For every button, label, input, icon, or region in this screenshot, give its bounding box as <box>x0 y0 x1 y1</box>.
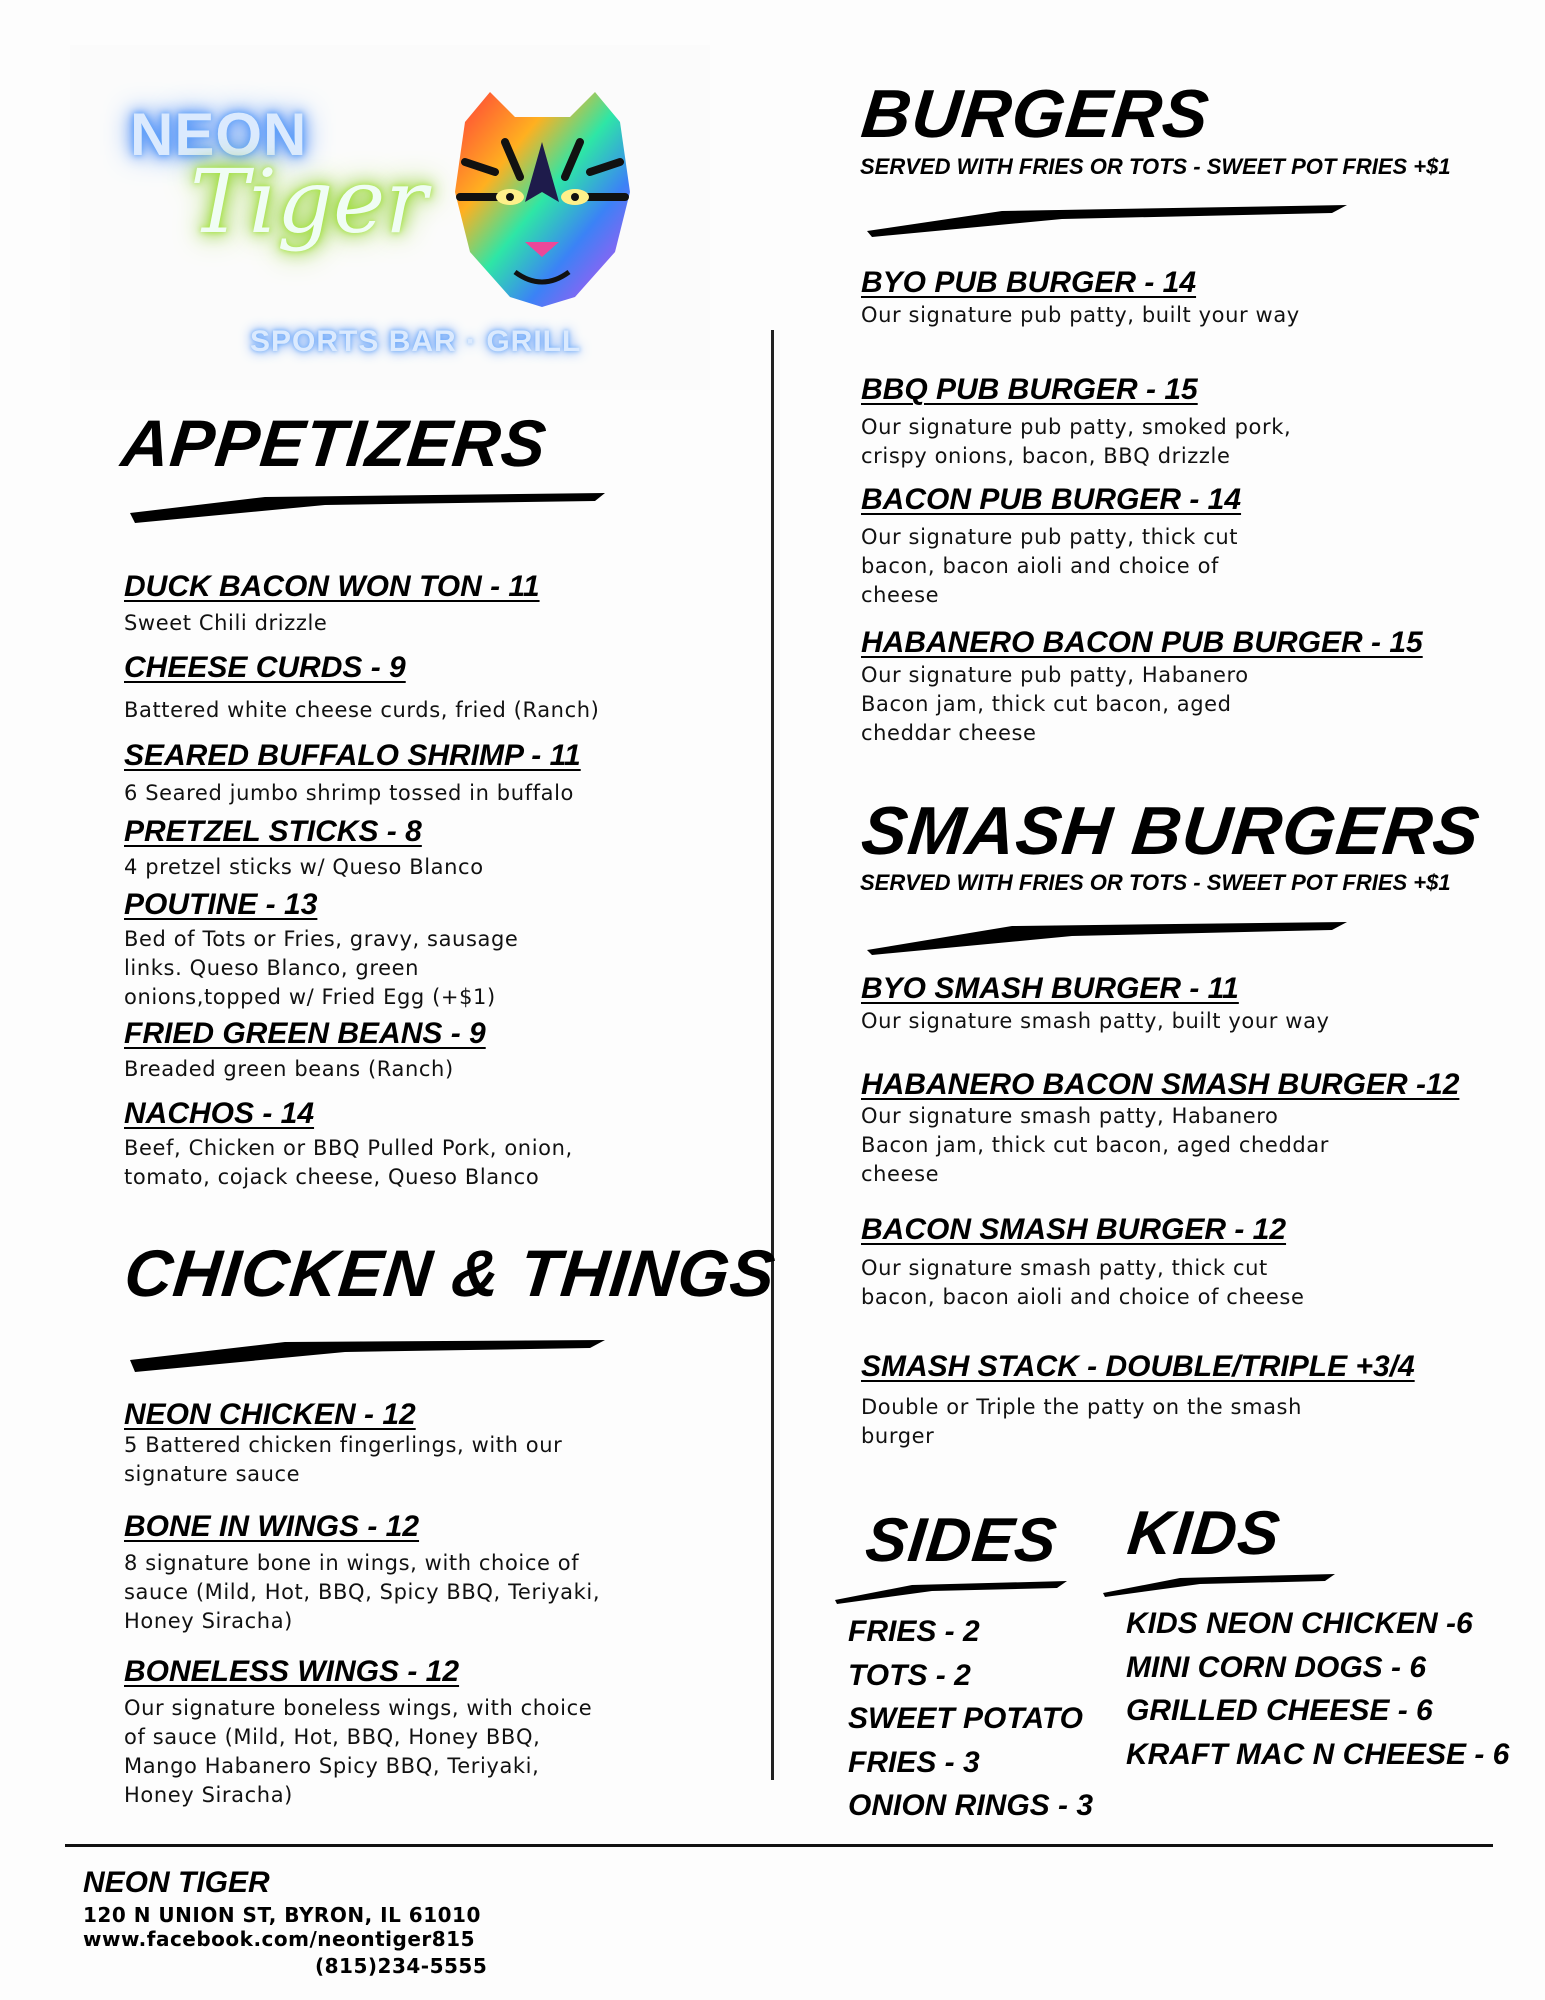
side-item: FRIES - 3 <box>848 1746 980 1779</box>
tiger-head-icon <box>425 82 660 317</box>
menu-item-desc: Battered white cheese curds, fried (Ranch) <box>124 698 600 722</box>
menu-item-desc: 4 pretzel sticks w/ Queso Blanco <box>124 855 484 879</box>
menu-item-name: FRIED GREEN BEANS - 9 <box>124 1017 486 1050</box>
burgers-title: BURGERS <box>858 76 1214 152</box>
menu-item-desc: Our signature smash patty, thick cut bacon, bacon aioli and choice of cheese <box>861 1256 1305 1309</box>
menu-item-name: SMASH STACK - DOUBLE/TRIPLE +3/4 <box>861 1350 1415 1383</box>
footer-facebook-link[interactable]: www.facebook.com/neontiger815 <box>83 1927 475 1951</box>
smash-burgers-title: SMASH BURGERS <box>858 793 1484 869</box>
kids-item: MINI CORN DOGS - 6 <box>1126 1651 1427 1684</box>
side-item: ONION RINGS - 3 <box>848 1789 1094 1822</box>
menu-item-desc: 6 Seared jumbo shrimp tossed in buffalo <box>124 781 574 805</box>
column-divider <box>771 330 774 1780</box>
menu-item-desc: Breaded green beans (Ranch) <box>124 1057 454 1081</box>
footer-divider <box>65 1844 1493 1847</box>
menu-item-desc: Our signature pub patty, Habanero Bacon jam, thick cut bacon, aged cheddar cheese <box>861 663 1249 745</box>
logo-tiger-text: Tiger <box>190 150 428 253</box>
footer-address: 120 N UNION ST, BYRON, IL 61010 <box>83 1903 481 1927</box>
kids-title: KIDS <box>1124 1499 1284 1568</box>
appetizers-title: APPETIZERS <box>118 406 551 480</box>
kids-item: KIDS NEON CHICKEN -6 <box>1126 1607 1473 1640</box>
menu-item-name: DUCK BACON WON TON - 11 <box>124 570 540 603</box>
brush-underline <box>1100 1568 1340 1598</box>
menu-item-desc: Our signature pub patty, thick cut bacon, bacon aioli and choice of cheese <box>861 525 1239 607</box>
smash-burgers-subtitle: SERVED WITH FRIES OR TOTS - SWEET POT FRIES +$1 <box>860 870 1451 895</box>
brush-underline <box>862 910 1352 955</box>
menu-item-name: NEON CHICKEN - 12 <box>124 1398 416 1431</box>
menu-item-name: BYO PUB BURGER - 14 <box>861 266 1197 299</box>
menu-item-name: BONE IN WINGS - 12 <box>124 1510 420 1543</box>
menu-item-name: CHEESE CURDS - 9 <box>124 651 406 684</box>
menu-item-desc: Our signature smash patty, built your way <box>861 1009 1330 1033</box>
brush-underline <box>125 1330 615 1375</box>
burgers-subtitle: SERVED WITH FRIES OR TOTS - SWEET POT FRIES +$1 <box>860 154 1451 179</box>
side-item: TOTS - 2 <box>848 1659 971 1692</box>
logo-neon-text: NEON <box>130 101 308 168</box>
brush-underline <box>862 193 1352 238</box>
menu-item-name: HABANERO BACON PUB BURGER - 15 <box>861 626 1423 659</box>
kids-item: GRILLED CHEESE - 6 <box>1126 1694 1433 1727</box>
sides-title: SIDES <box>862 1506 1061 1575</box>
menu-item-desc: Our signature pub patty, built your way <box>861 303 1300 327</box>
brush-underline <box>832 1575 1072 1605</box>
menu-item-desc: Our signature pub patty, smoked pork, crispy onions, bacon, BBQ drizzle <box>861 415 1292 468</box>
menu-item-desc: Our signature smash patty, Habanero Bacon jam, thick cut bacon, aged cheddar cheese <box>861 1104 1330 1186</box>
menu-item-desc: 8 signature bone in wings, with choice of sauce (Mild, Hot, BBQ, Spicy BBQ, Teriyaki, Honey Siracha) <box>124 1551 601 1633</box>
footer-phone[interactable]: (815)234-5555 <box>315 1954 488 1978</box>
menu-item-name: BONELESS WINGS - 12 <box>124 1655 460 1688</box>
menu-item-desc: Beef, Chicken or BBQ Pulled Pork, onion, tomato, cojack cheese, Queso Blanco <box>124 1136 573 1189</box>
menu-item-name: SEARED BUFFALO SHRIMP - 11 <box>124 739 581 772</box>
side-item: FRIES - 2 <box>848 1615 980 1648</box>
menu-item-desc: Sweet Chili drizzle <box>124 611 328 635</box>
menu-item-desc: Double or Triple the patty on the smash burger <box>861 1395 1303 1448</box>
menu-item-name: NACHOS - 14 <box>124 1097 315 1130</box>
footer-business-name: NEON TIGER <box>83 1866 270 1899</box>
menu-item-name: HABANERO BACON SMASH BURGER -12 <box>861 1068 1460 1101</box>
menu-item-name: POUTINE - 13 <box>124 888 318 921</box>
menu-item-name: PRETZEL STICKS - 8 <box>124 815 422 848</box>
logo-tagline: SPORTS BAR · GRILL <box>250 325 582 358</box>
menu-item-desc: Bed of Tots or Fries, gravy, sausage links. Queso Blanco, green onions,topped w/ Fried Egg (+$1) <box>124 927 519 1009</box>
side-item: SWEET POTATO <box>848 1702 1084 1735</box>
menu-item-desc: Our signature boneless wings, with choice of sauce (Mild, Hot, BBQ, Honey BBQ, Mango Habanero Spicy BBQ, Teriyaki, Honey Siracha) <box>124 1696 593 1807</box>
menu-item-desc: 5 Battered chicken fingerlings, with our signature sauce <box>124 1433 563 1486</box>
menu-item-name: BYO SMASH BURGER - 11 <box>861 972 1239 1005</box>
chicken-title: CHICKEN & THINGS <box>121 1236 780 1310</box>
kids-item: KRAFT MAC N CHEESE - 6 <box>1126 1738 1510 1771</box>
brush-underline <box>125 485 615 525</box>
menu-item-name: BACON PUB BURGER - 14 <box>861 483 1242 516</box>
menu-item-name: BACON SMASH BURGER - 12 <box>861 1213 1287 1246</box>
menu-item-name: BBQ PUB BURGER - 15 <box>861 373 1198 406</box>
